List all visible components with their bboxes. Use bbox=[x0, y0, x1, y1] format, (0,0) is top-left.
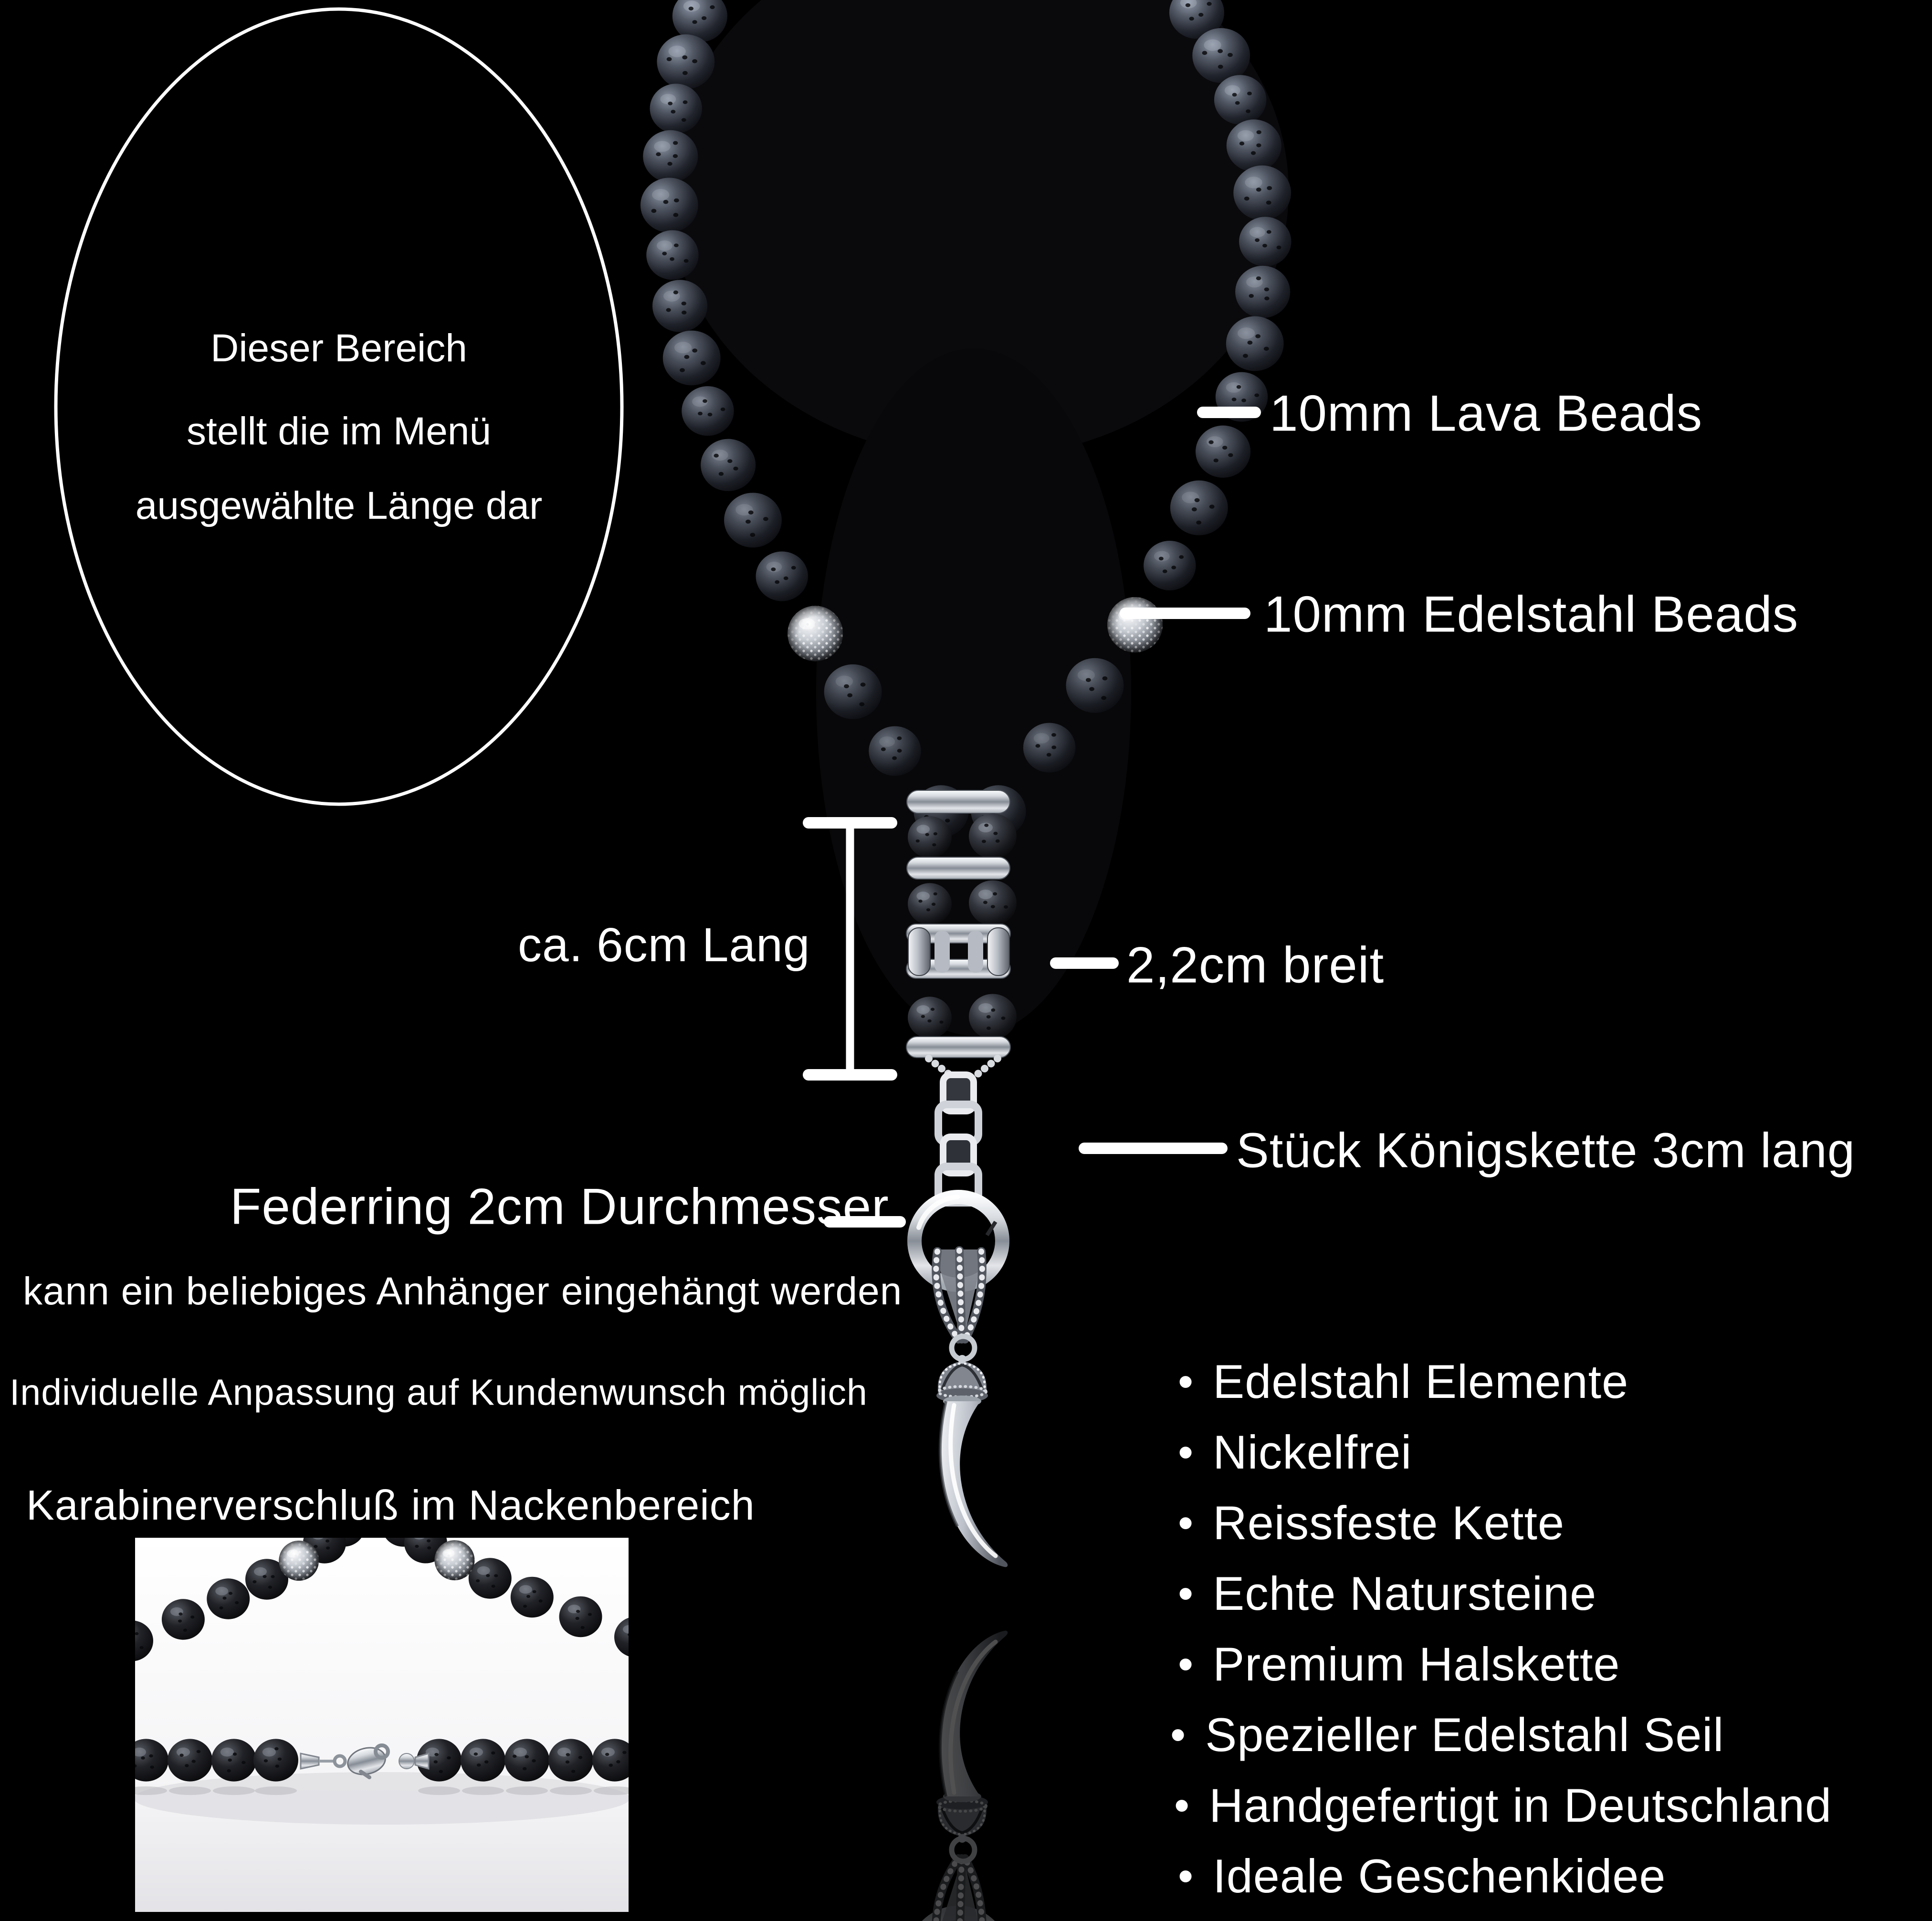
oval-note-line3: ausgewählte Länge dar bbox=[135, 484, 543, 527]
feature-item bbox=[1178, 1417, 1832, 1488]
oval-note-line2: stellt die im Menü bbox=[186, 409, 492, 453]
label-federring-sub: kann ein beliebiges Anhänger eingehängt werden bbox=[23, 1270, 903, 1313]
bullet-icon: • bbox=[1178, 1640, 1194, 1689]
feature-item bbox=[1170, 1700, 1832, 1770]
pendant-reflection bbox=[914, 1631, 1008, 1921]
label-lava-beads: 10mm Lava Beads bbox=[1270, 384, 1703, 442]
feature-label: Handgefertigt in Deutschland bbox=[1209, 1779, 1832, 1832]
feature-label: Nickelfrei bbox=[1213, 1426, 1412, 1479]
feature-item bbox=[1178, 1488, 1832, 1558]
feature-label: Ideale Geschenkidee bbox=[1213, 1849, 1666, 1902]
feature-label: Echte Natursteine bbox=[1213, 1567, 1597, 1620]
pendant-lower bbox=[914, 1197, 1008, 1567]
feature-item bbox=[1178, 1346, 1832, 1417]
koenigskette-chain bbox=[938, 1075, 978, 1203]
bullet-icon: • bbox=[1178, 1499, 1194, 1547]
bullet-icon: • bbox=[1178, 1357, 1194, 1406]
label-koenigskette: Stück Königskette 3cm lang bbox=[1236, 1123, 1856, 1178]
bullet-icon: • bbox=[1170, 1711, 1186, 1759]
bullet-icon: • bbox=[1178, 1852, 1194, 1900]
label-width: 2,2cm breit bbox=[1126, 936, 1385, 994]
bullet-icon: • bbox=[1178, 1428, 1194, 1477]
feature-label: Edelstahl Elemente bbox=[1213, 1355, 1629, 1408]
bullet-icon: • bbox=[1178, 1569, 1194, 1618]
feature-item bbox=[1178, 1841, 1832, 1911]
pendant-bail bbox=[934, 1249, 984, 1342]
length-oval-outline bbox=[56, 9, 622, 804]
label-clasp-note: Karabinerverschluß im Nackenbereich bbox=[26, 1481, 755, 1529]
feature-label: Spezieller Edelstahl Seil bbox=[1205, 1708, 1724, 1761]
feature-item bbox=[1174, 1770, 1832, 1841]
label-customization: Individuelle Anpassung auf Kundenwunsch möglich bbox=[10, 1372, 868, 1413]
label-federring: Federring 2cm Durchmesser bbox=[230, 1177, 889, 1235]
feature-item bbox=[1178, 1629, 1832, 1700]
clasp-photo bbox=[110, 1506, 657, 1912]
feature-item bbox=[1178, 1558, 1832, 1629]
horn-pendant bbox=[940, 1396, 1008, 1567]
label-length: ca. 6cm Lang bbox=[518, 918, 810, 972]
feature-label: Reissfeste Kette bbox=[1213, 1496, 1565, 1549]
oval-note-line1: Dieser Bereich bbox=[210, 326, 467, 370]
bullet-icon: • bbox=[1174, 1781, 1190, 1830]
feature-list bbox=[1170, 1346, 1832, 1911]
feature-label: Premium Halskette bbox=[1213, 1638, 1620, 1690]
label-edelstahl-beads: 10mm Edelstahl Beads bbox=[1264, 585, 1799, 643]
